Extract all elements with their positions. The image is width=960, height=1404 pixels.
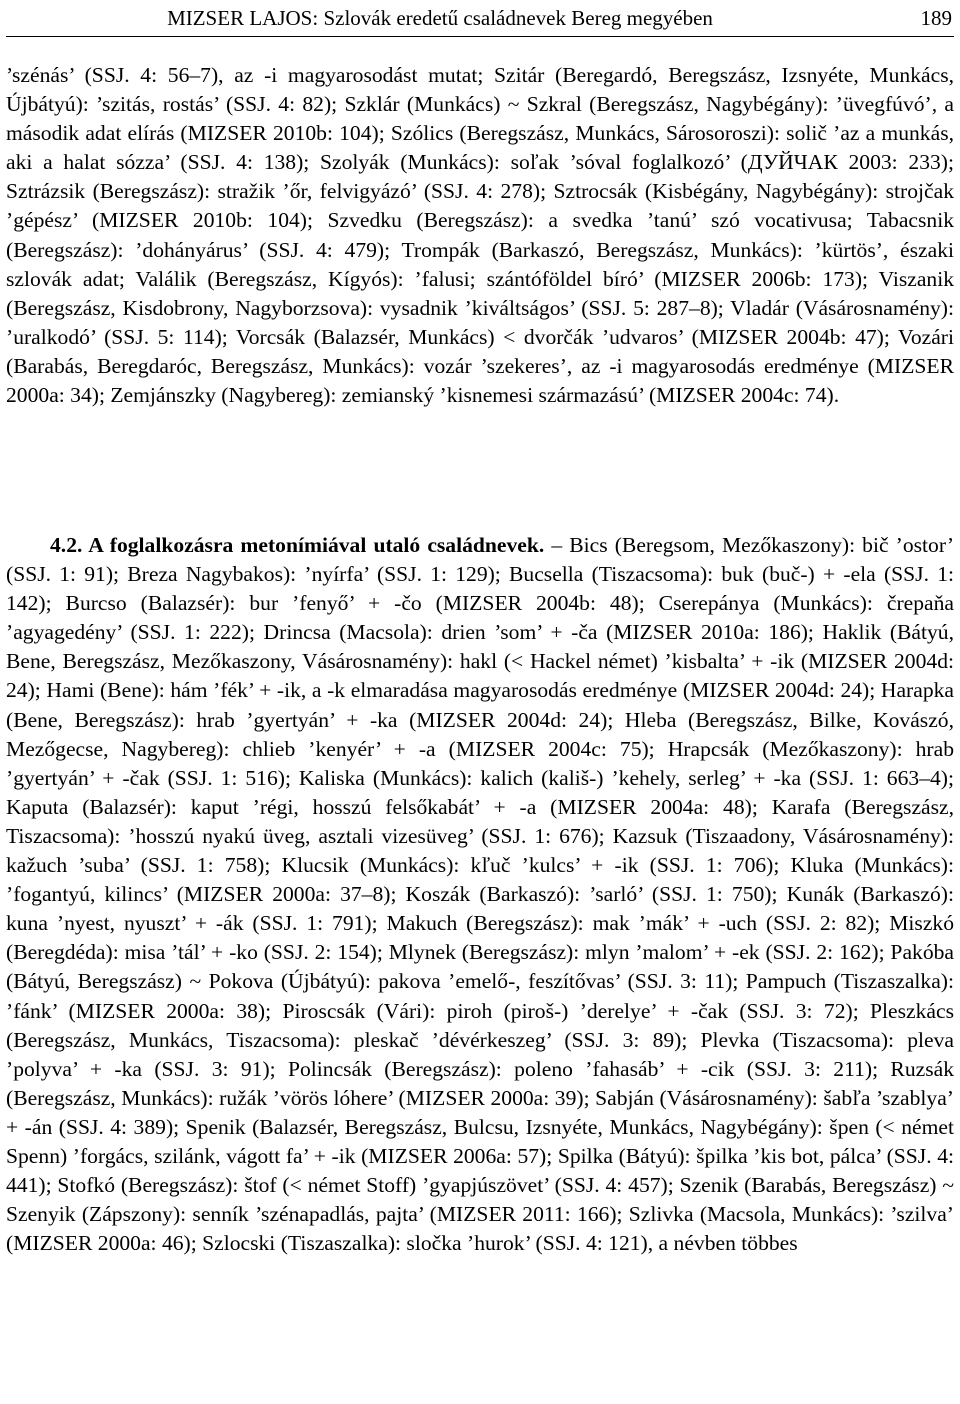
page-number: 189 bbox=[920, 6, 952, 30]
section-heading: 4.2. A foglalkozásra metonímiával utaló családnevek. bbox=[50, 533, 545, 557]
section-body: Bics (Beregsom, Mezőkaszony): bič ’ostor’ (SSJ. 1: 91); Breza Nagybakos): ’nyírfa’ (SSJ. 1: 129); Bucsella (Tiszacsoma): buk (buč-) + -ela (SSJ. 1: 142); Burcso (Balazsér): bur ’fenyő’ + -čo (MIZSER 2004b: 48); Cserepánya (Munkács): črepaňa ’agyagedény’ (SSJ. 1: 222); Drincsa (Macsola): drien ’som’ + -ča (MIZSER 2010a: 186); Haklik (Bátyú, Bene, Beregszász, Mezőkaszony, Vásárosnamény): hakl (< Hackel német) ’kisbalta’ + -ik (MIZSER 2004d: 24); Hami (Bene): hám ’fék’ + -ik, a -k elmaradása magyarosodás eredménye (MIZSER 2004d: 24); Harapka (Bene, Beregszász): hrab ’gyertyán’ + -ka (MIZSER 2004d: 24); Hleba (Beregszász, Bilke, Kovászó, Mezőgecse, Nagybereg): chlieb ’kenyér’ + -a (MIZSER 2004c: 75); Hrapcsák (Mezőkaszony): hrab ’gyertyán’ + -čak (SSJ. 1: 516); Kaliska (Munkács): kalich (kališ-) ’kehely, serleg’ + -ka (SSJ. 1: 663–4); Kaputa (Balazsér): kaput ’régi, hosszú felsőkabát’ + -a (MIZSER 2004a: 48); Karafa (Beregszász, Tiszacsoma): ’hosszú nyakú üveg, asztali vizesüveg’ (SSJ. 1: 676); Kazsuk (Tiszaadony, Vásárosnamény): kažuch ’suba’ (SSJ. 1: 758); Klucsik (Munkács): kľuč ’kulcs’ + -ik (SSJ. 1: 706); Kluka (Munkács): ’fogantyú, kilincs’ (MIZSER 2000a: 37–8); Koszák (Barkaszó): ’sarló’ (SSJ. 1: 750); Kunák (Barkaszó): kuna ’nyest, nyuszt’ + -ák (SSJ. 1: 791); Makuch (Beregszász): mak ’mák’ + -uch (SSJ. 2: 82); Miszkó (Beregdéda): misa ’tál’ + -ko (SSJ. 2: 154); Mlynek (Beregszász): mlyn ’malom’ + -ek (SSJ. 2: 162); Pakóba (Bátyú, Beregszász) ~ Pokova (Újbátyú): pakova ’emelő-, feszítővas’ (SSJ. 3: 11); Pampuch (Tiszaszalka): ’fánk’ (MIZSER 2000a: 38); Piroscsák (Vári): piroh (piroš-) ’derelye’ + -čak (SSJ. 3: 72); Pleszkács (Beregszász, Munkács, Tiszacsoma): pleskač ’dévérkeszeg’ (SSJ. 3: 89); Plevka (Tiszacsoma): pleva ’polyva’ + -ka (SSJ. 3: 91); Polincsák (Beregszász): poleno ’fahasáb’ + -cik (SSJ. 3: 211); Ruzsák (Beregszász, Munkács): ružák ’vörös lóhere’ (MIZSER 2000a: 39); Sabján (Vásárosnamény): šabľa ’szablya’ + -án (SSJ. 4: 389); Spenik (Balazsér, Beregszász, Bulcsu, Izsnyéte, Munkács, Nagybégány): špen (< német Spenn) ’forgács, szilánk, vágott fa’ + -ik (MIZSER 2006a: 57); Spilka (Bátyú): špilka ’kis bot, pálca’ (SSJ. 4: 441); Stofkó (Beregszász): štof (< német Stoff) ’gyapjúszövet’ (SSJ. 4: 457); Szenik (Barabás, Beregszász) ~ Szenyik (Zápszony): senník ’szénapadlás, pajta’ (MIZSER 2011: 166); Szlivka (Macsola, Munkács): ’szilva’ (MIZSER 2000a: 46); Szlocski (Tiszaszalka): sločka ’hurok’ (SSJ. 4: 121), a névben többes bbox=[6, 533, 955, 1256]
section-4-2 bbox=[6, 531, 954, 1258]
paragraph-continued bbox=[6, 61, 954, 410]
author-name: MIZSER LAJOS bbox=[167, 6, 313, 30]
paragraph-text: ’szénás’ (SSJ. 4: 56–7), az -i magyarosodást mutat; Szitár (Beregardó, Beregszász, Izsnyéte, Munkács, Újbátyú): ’szitás, rostás’ (SSJ. 4: 82); Szklár (Munkács) ~ Szkral (Beregszász, Nagybégány): ’üvegfúvó’, a második adat elírás (MIZSER 2010b: 104); Szólics (Beregszász, Munkács, Sárosoroszi): solič ’az a munkás, aki a halat sózza’ (SSJ. 4: 138); Szolyák (Munkács): soľak ’sóval foglalkozó’ (ДУЙЧАК 2003: 233); Sztrázsik (Beregszász): stražik ’őr, felvigyázó’ (SSJ. 4: 278); Sztrocsák (Kisbégány, Nagybégány): strojčak ’gépész’ (MIZSER 2010b: 104); Szvedku (Beregszász): a svedka ’tanú’ szó vocativusa; Tabacsnik (Beregszász): ’dohányárus’ (SSJ. 4: 479); Trompák (Barkaszó, Beregszász, Munkács): ’kürtös’, északi szlovák adat; Valálik (Beregszász, Kígyós): ’falusi; szántóföldel bíró’ (MIZSER 2006b: 173); Viszanik (Beregszász, Kisdobrony, Nagyborzsova): vysadnik ’kiváltságos’ (SSJ. 5: 287–8); Vladár (Vásárosnamény): ’uralkodó’ (SSJ. 5: 114); Vorcsák (Balazsér, Munkács) < dvorčák ’udvaros’ (MIZSER 2004b: 47); Vozári (Barabás, Beregdaróc, Beregszász, Munkács): vozár ’szekeres’, az -i magyarosodás eredménye (MIZSER 2000a: 34); Zemjánszky (Nagybereg): zemianský ’kisnemesi származású’ (MIZSER 2004c: 74). bbox=[6, 63, 954, 408]
section-paragraph: 4.2. A foglalkozásra metonímiával utaló családnevek. – Bics (Beregsom, Mezőkaszony): bič ’ostor’ (SSJ. 1: 91); Breza Nagybakos): ’nyírfa’ (SSJ. 1: 129); Bucsella (Tiszacsoma): buk (buč-) + -ela (SSJ. 1: 142); Burcso (Balazsér): bur ’fenyő’ + -čo (MIZSER 2004b: 48); Cserepánya (Munkács): črepaňa ’agyagedény’ (SSJ. 1: 222); Drincsa (Macsola): drien ’som’ + -ča (MIZSER 2010a: 186); Haklik (Bátyú, Bene, Beregszász, Mezőkaszony, Vásárosnamény): hakl (< Hackel német) ’kisbalta’ + -ik (MIZSER 2004d: 24); Hami (Bene): hám ’fék’ + -ik, a -k elmaradása magyarosodás eredménye (MIZSER 2004d: 24); Harapka (Bene, Beregszász): hrab ’gyertyán’ + -ka (MIZSER 2004d: 24); Hleba (Beregszász, Bilke, Kovászó, Mezőgecse, Nagybereg): chlieb ’kenyér’ + -a (MIZSER 2004c: 75); Hrapcsák (Mezőkaszony): hrab ’gyertyán’ + -čak (SSJ. 1: 516); Kaliska (Munkács): kalich (kališ-) ’kehely, serleg’ + -ka (SSJ. 1: 663–4); Kaputa (Balazsér): kaput ’régi, hosszú felsőkabát’ + -a (MIZSER 2004a: 48); Karafa (Beregszász, Tiszacsoma): ’hosszú nyakú üveg, asztali vizesüveg’ (SSJ. 1: 676); Kazsuk (Tiszaadony, Vásárosnamény): kažuch ’suba’ (SSJ. 1: 758); Klucsik (Munkács): kľuč ’kulcs’ + -ik (SSJ. 1: 706); Kluka (Munkács): ’fogantyú, kilincs’ (MIZSER 2000a: 37–8); Koszák (Barkaszó): ’sarló’ (SSJ. 1: 750); Kunák (Barkaszó): kuna ’nyest, nyuszt’ + -ák (SSJ. 1: 791); Makuch (Beregszász): mak ’mák’ + -uch (SSJ. 2: 82); Miszkó (Beregdéda): misa ’tál’ + -ko (SSJ. 2: 154); Mlynek (Beregszász): mlyn ’malom’ + -ek (SSJ. 2: 162); Pakóba (Bátyú, Beregszász) ~ Pokova (Újbátyú): pakova ’emelő-, feszítővas’ (SSJ. 3: 11); Pampuch (Tiszaszalka): ’fánk’ (MIZSER 2000a: 38); Piroscsák (Vári): piroh (piroš-) ’derelye’ + -čak (SSJ. 3: 72); Pleszkács (Beregszász, Munkács, Tiszacsoma): pleskač ’dévérkeszeg’ (SSJ. 3: 89); Plevka (Tiszacsoma): pleva ’polyva’ + -ka (SSJ. 3: 91); Polincsák (Beregszász): poleno ’fahasáb’ + -cik (SSJ. 3: 211); Ruzsák (Beregszász, Munkács): ružák ’vörös lóhere’ (MIZSER 2000a: 39); Sabján (Vásárosnamény): šabľa ’szablya’ + -án (SSJ. 4: 389); Spenik (Balazsér, Beregszász, Bulcsu, Izsnyéte, Munkács, Nagybégány): špen (< német Spenn) ’forgács, szilánk, vágott fa’ + -ik (MIZSER 2006a: 57); Spilka (Bátyú): špilka ’kis bot, pálca’ (SSJ. 4: 441); Stofkó (Beregszász): štof (< német Stoff) ’gyapjúszövet’ (SSJ. 4: 457); Szenik (Barabás, Beregszász) ~ Szenyik (Zápszony): senník ’szénapadlás, pajta’ (MIZSER 2011: 166); Szlivka (Macsola, Munkács): ’szilva’ (MIZSER 2000a: 46); Szlocski (Tiszaszalka): sločka ’hurok’ (SSJ. 4: 121), a névben többes bbox=[6, 533, 955, 1256]
running-title: MIZSER LAJOS: Szlovák eredetű családnevek Bereg megyében bbox=[167, 6, 713, 30]
header-rule bbox=[6, 36, 954, 37]
article-title: Szlovák eredetű családnevek Bereg megyében bbox=[323, 6, 713, 30]
running-head bbox=[6, 4, 954, 32]
